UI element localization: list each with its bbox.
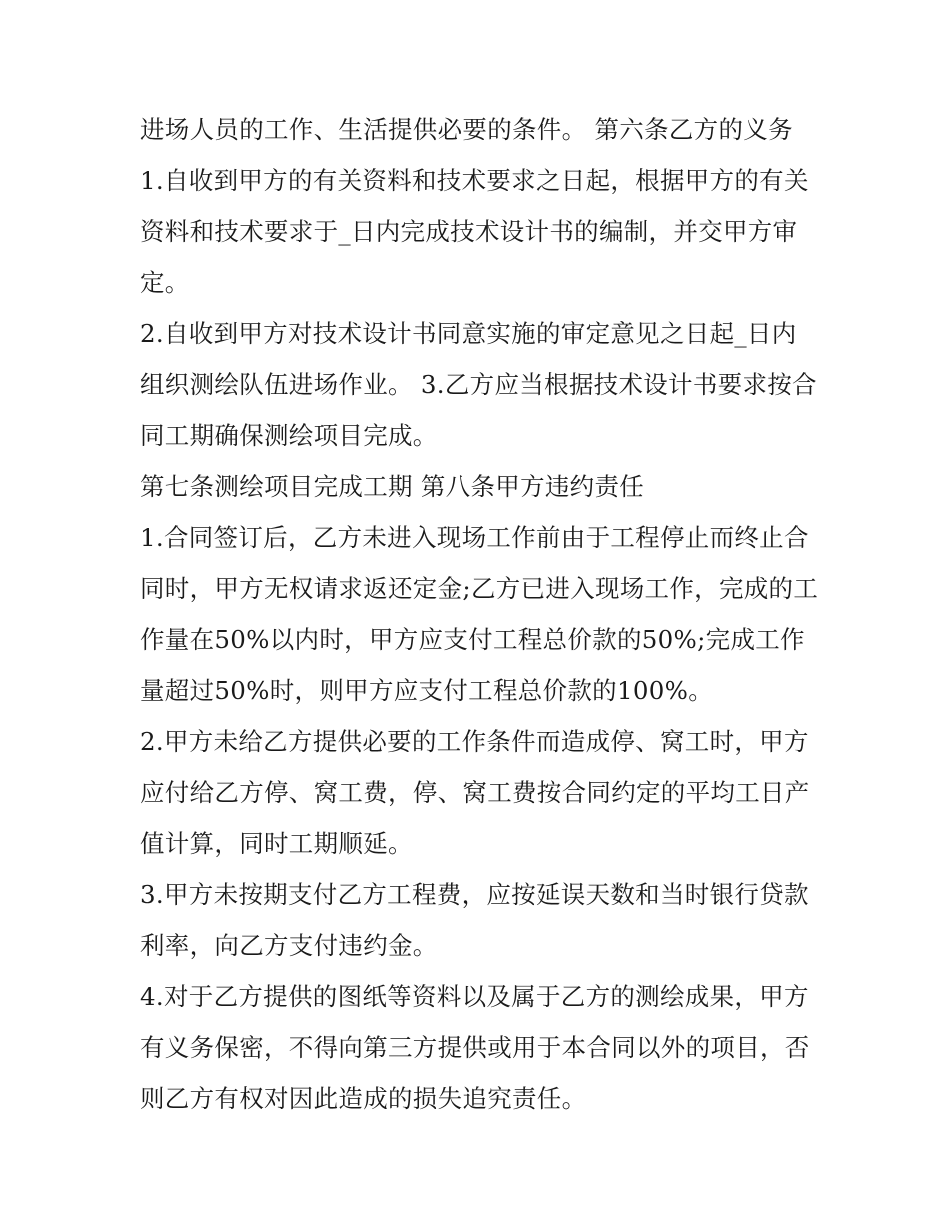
paragraph-clause-8-1: 1.合同签订后，乙方未进入现场工作前由于工程停止而终止合同时，甲方无权请求返还定金;乙方已进入现场工作，完成的工作量在50%以内时，甲方应支付工程总价款的50%;完成工作量超过50%时，则甲方应支付工程总价款的100%。 <box>140 523 819 705</box>
document-body <box>140 104 820 1124</box>
paragraph-clause-8-4: 4.对于乙方提供的图纸等资料以及属于乙方的测绘成果，甲方有义务保密，不得向第三方提供或用于本合同以外的项目，否则乙方有权对因此造成的损失追究责任。 <box>140 982 810 1113</box>
paragraph-clause-7-8-heading: 第七条测绘项目完成工期 第八条甲方违约责任 <box>140 472 645 501</box>
paragraph-clause-8-2: 2.甲方未给乙方提供必要的工作条件而造成停、窝工时，甲方应付给乙方停、窝工费，停、窝工费按合同约定的平均工日产值计算，同时工期顺延。 <box>140 727 810 858</box>
paragraph-duty-intro: 进场人员的工作、生活提供必要的条件。 第六条乙方的义务 <box>140 115 793 144</box>
paragraph-clause-6-1: 1.自收到甲方的有关资料和技术要求之日起，根据甲方的有关资料和技术要求于_日内完成技术设计书的编制，并交甲方审定。 <box>140 166 809 297</box>
paragraph-clause-6-2-3: 2.自收到甲方对技术设计书同意实施的审定意见之日起_日内组织测绘队伍进场作业。 3.乙方应当根据技术设计书要求按合同工期确保测绘项目完成。 <box>140 319 817 450</box>
paragraph-clause-8-3: 3.甲方未按期支付乙方工程费，应按延误天数和当时银行贷款利率，向乙方支付违约金。 <box>140 880 809 960</box>
